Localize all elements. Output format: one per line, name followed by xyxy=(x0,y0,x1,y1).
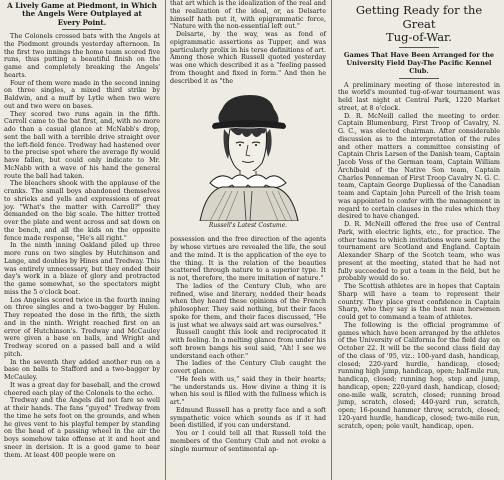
illustration-caption: Russell's Latest Costume. xyxy=(208,222,288,230)
paragraph: D. R. McNeill called the meeting to order. Captain Blumenburg, First Troop of Cavalry, N. G. C., was elected chairman. After considerable discussion as to the interpretation of the rules and other matters a committee consisting of Captain Chris Larsen of the Danish team, Captain Jacob Voss of the German team, Captain William Archibald of the Native Son team, Captain Charles Penneman of First Troop Cavalry N. G. C. team, Captain George Dupliessa of the Canadian team and Captain John Purcell of the Irish team was appointed to confer with the management in regard to certain clauses in the rules which they desired to have changed. xyxy=(338,111,500,221)
deck-line: A Lively Game at Piedmont, in Which xyxy=(7,1,157,10)
paragraph: The following is the official programme of games which have been arranged by the athletes of the University of California for the field day on October 22. It will be the second class field day of the class of '95, viz.: 100-yard dash, handicap, closed; 220-yard hurdle, handicap, closed; running high jump, handicap, open; half-mile run, handicap, closed; running hop, step and jump, handicap, open; 220-yard dash, handicap, closed; one-mile walk, scratch, closed; running broad jump, scratch, closed; 440-yard run, scratch, open; 16-pound hammer throw, scratch, closed; 120-yard hurdle, handicap, closed; two-mile run, scratch, open; pole vault, handicap, open. xyxy=(338,320,500,430)
divider xyxy=(399,47,439,48)
paragraph: Delsarte, by the way, was as fond of epigrammatic assertions as Tupper, and was particularly prolix in his terse definitions of art. Among those which Russell quoted yesterday was one which described it as a "feeling passed from thought and fixed in form." And then he described it as "the xyxy=(170,30,326,85)
headline-tug-of-war xyxy=(338,4,500,45)
paragraph: The ladies of the Century Club, who are refined, wise and literary, nodded their heads when they heard these opinions of the French philosopher. They said nothing, but their faces spoke for them, and their faces discussed, "He is just what we always said art was ourselves." xyxy=(170,281,326,329)
portrait-engraving xyxy=(170,87,326,221)
column-baseball xyxy=(0,0,164,480)
paragraph: The Colonels crossed bats with the Angels at the Piedmont grounds yesterday afternoon. In the first two innings the home team scored five runs, thus putting a beautiful finish on the game and completely breaking the Angels' hearts. xyxy=(4,32,160,79)
paragraph: Edmund Russell has a pretty face and a soft sympathetic voice which sounds as if it had been distilled, if you can understand. xyxy=(170,405,326,430)
divider xyxy=(399,78,439,79)
paragraph: They scored two runs again in the fifth. Carroll came to the bat first, and, with no more ado than a casual glance at McNabb's drop, sent the ball with a terrible drive straight over the left-field fence. Tredway had hastened over to the precise spot where the average fly would have fallen, but could only indicate to Mr. McNabb with a wave of his hand the general route the ball had taken. xyxy=(4,109,160,180)
illustration-russell-portrait xyxy=(170,87,326,233)
subhead-line: Games That Have Been Arranged for the xyxy=(343,50,495,59)
paragraph: "He feels with us," said they in their hearts; "he understands us. How divine a thing it is when his soul is filled with the fullness which is art." xyxy=(170,374,326,406)
column-rule xyxy=(331,0,332,480)
paragraph: A preliminary meeting of those interested in the world's mounted tug-of-war tournament was held last night at Central Park, 1220 Market street, at 8 o'clock. xyxy=(338,80,500,112)
paragraph: In the seventh they added another run on a base on balls to Stafford and a two-bagger by McCauley. xyxy=(4,357,160,382)
paragraph: You or I could tell all that Russell told the members of the Century Club and not evoke a single murmur of sentimental ap- xyxy=(170,429,326,453)
column-tug-of-war xyxy=(334,0,504,480)
headline-line: Getting Ready for the Great xyxy=(355,3,483,31)
subhead-line: University Field Day-The Pacific Kennel Club. xyxy=(346,58,492,75)
paragraph: Russell caught this look and reciprocated it with feeling. In a melting glance from under his soft brown bangs his soul said, "Ah! I see we understand each other." xyxy=(170,328,326,360)
deck-line: Every Point. xyxy=(57,17,107,27)
divider xyxy=(62,29,102,30)
paragraph: possession and the free direction of the agents by whose virtues are revealed the life, the soul and the mind. It is the application of the eye to the thing. It is the relation of the beauties scattered through nature to a superior type. It is not, therefore, the mere imitation of nature." xyxy=(170,235,326,282)
paragraph: The ladies of the Century Club caught the covert glance. xyxy=(170,359,326,375)
paragraph: D. R. McNeill offered the free use of Central Park, with electric lights, etc., for practice. The other teams to which invitations were sent by the tournament are Scotland and England. Captain Alexander Sharp of the Scotch team, who was present at the meeting, stated that he had not fully succeeded to put a team in the field, but he probably would do so. xyxy=(338,220,500,283)
paragraph: Los Angeles scored twice in the fourth inning on three singles and a two-bagger by Hulen. They repeated the dose in the fifth, the sixth and in the ninth. Wright reached first on an error of Hutchinson's. Tredway and McCauley were given a base on balls, and Wright and Tredway scored on a passed ball and a wild pitch. xyxy=(4,295,160,358)
article-deck-baseball xyxy=(4,2,160,27)
paragraph: Tredway and the Angels did not fare so well at their hands. The fans "guyed" Tredway from the time he sets foot on the grounds, and when he gives vent to his playful temper by standing on the head of a passing wheel in the air the boys somehow take offense at it and hoot and sneer in derision. It is a good game to hear them. At least 400 people were on xyxy=(4,396,160,459)
paragraph: Four of them were made in the second inning on three singles, a mixed third strike by Baldwin, and a muff by Lytle when two were out and two were on bases. xyxy=(4,78,160,110)
paragraph: The bleachers shook with the applause of the cranks. The small boys abandoned themselves to shrieks and yells and expressions of great joy. "What's the matter with Carroll?" they demanded on the big scale. The hitter trotted over the plate and went across and sat down on the bench, and all the kids on the opposite fence made response, "He's all right." xyxy=(4,179,160,242)
paragraph: that art which is the idealization of the real and the realization of the ideal, or, as Delsarte himself hath put it, with epigrammatic force, "Nature with the non-essential left out." xyxy=(170,0,326,31)
column-russell xyxy=(166,0,330,480)
paragraph: It was a great day for baseball, and the crowd cheered each play of the Colonels to the echo. xyxy=(4,380,160,397)
paragraph: In the ninth inning Oakland piled up three more runs on two singles by Hutchinson and Lange, and doubles by Hines and Tredway. This was entirely unnecessary, but they ended their day's work in a blaze of glory and protracted the game somewhat, so the spectators might miss the 5 o'clock boat. xyxy=(4,241,160,296)
deck-line: the Angels Were Outplayed at xyxy=(22,9,142,19)
subheadline xyxy=(342,51,496,75)
headline-line: Tug-of-War. xyxy=(386,30,452,44)
paragraph: The Scottish athletes are in hopes that Captain Sharp will have a team to represent their country. They place great confidence in Captain Sharp, who they say is the best man horsemen could get to command a team of athletes. xyxy=(338,282,500,321)
